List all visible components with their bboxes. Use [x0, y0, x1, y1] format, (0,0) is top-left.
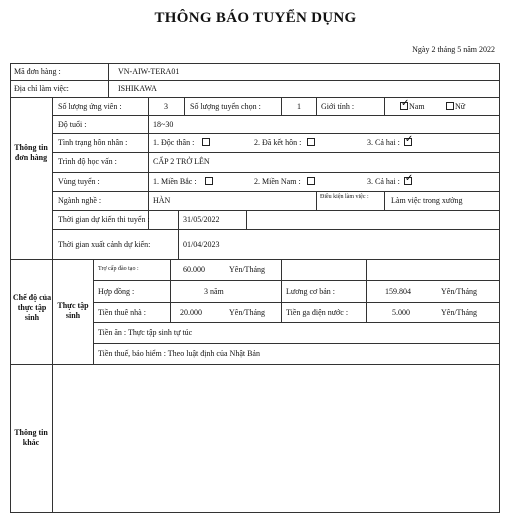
- exam-date-label: Thời gian dự kiến thi tuyển :: [58, 215, 150, 224]
- selected-value: 1: [297, 102, 301, 111]
- exam-date-value: 31/05/2022: [183, 215, 220, 224]
- region-both-checkbox[interactable]: [404, 177, 412, 185]
- region-south-option[interactable]: [254, 177, 315, 187]
- training-allowance-value: 60.000: [183, 265, 205, 274]
- rent-value: 20.000: [180, 308, 202, 317]
- section-trainee: Thực tập sinh: [57, 301, 89, 320]
- region-both-label: 3. Cả hai :: [367, 177, 400, 186]
- male-label: Nam: [409, 102, 425, 111]
- job-value: HÀN: [153, 196, 171, 205]
- age-label: Độ tuổi :: [58, 120, 87, 129]
- gender-male-option[interactable]: [400, 102, 425, 112]
- utilities-value: 5.000: [392, 308, 410, 317]
- marital-single-label: 1. Độc thân :: [153, 138, 195, 147]
- marital-label: Tình trạng hôn nhân :: [58, 138, 128, 147]
- training-allowance-label: Trợ cấp đào tạo :: [98, 266, 139, 272]
- base-salary-unit: Yên/Tháng: [441, 287, 477, 296]
- female-label: Nữ: [455, 102, 466, 111]
- marital-single-checkbox[interactable]: [202, 138, 210, 146]
- rent-label: Tiền thuê nhà :: [98, 308, 146, 317]
- page-title: THÔNG BÁO TUYỂN DỤNG: [154, 10, 357, 26]
- work-address-label: Địa chỉ làm việc:: [14, 84, 69, 93]
- female-checkbox[interactable]: [446, 102, 454, 110]
- marital-single-option[interactable]: [153, 138, 210, 148]
- marital-both-checkbox[interactable]: [404, 138, 412, 146]
- work-condition-label: Điều kiện làm việc :: [320, 194, 369, 200]
- marital-married-label: 2. Đã kết hôn :: [254, 138, 302, 147]
- age-value: 18~30: [153, 120, 174, 129]
- section-benefits: Chế độ của thực tập sinh: [12, 293, 52, 322]
- contract-label: Hợp đồng :: [98, 287, 135, 296]
- marital-married-option[interactable]: [254, 138, 315, 148]
- education-label: Trình độ học vấn :: [58, 157, 117, 166]
- base-salary-value: 159.804: [385, 287, 411, 296]
- utilities-label: Tiền ga điện nước :: [286, 308, 349, 317]
- male-checkbox[interactable]: [400, 102, 408, 110]
- region-north-option[interactable]: [153, 177, 213, 187]
- applicants-label: Số lượng ứng viên :: [58, 102, 122, 111]
- applicants-value: 3: [164, 102, 168, 111]
- tax-note: Tiền thuế, bảo hiểm : Theo luật định của Nhật Bản: [98, 349, 260, 358]
- work-condition-value: Làm việc trong xưởng: [391, 196, 463, 205]
- order-code-label: Mã đơn hàng :: [14, 67, 61, 76]
- departure-date-value: 01/04/2023: [183, 240, 220, 249]
- other-info-area[interactable]: [53, 365, 499, 512]
- education-value: CẤP 2 TRỞ LÊN: [153, 157, 210, 166]
- job-label: Ngành nghề :: [58, 196, 102, 205]
- region-label: Vùng tuyển :: [58, 177, 100, 186]
- gender-female-option[interactable]: [446, 102, 465, 112]
- utilities-unit: Yên/Tháng: [441, 308, 477, 317]
- departure-date-label: Thời gian xuất cảnh dự kiến:: [58, 240, 151, 249]
- marital-both-option[interactable]: [367, 138, 412, 148]
- section-other: Thông tin khác: [14, 428, 48, 447]
- marital-both-label: 3. Cả hai :: [367, 138, 400, 147]
- training-allowance-unit: Yên/Tháng: [229, 265, 265, 274]
- meals-note: Tiền ăn : Thực tập sinh tự túc: [98, 328, 193, 337]
- order-code-value: VN-AIW-TERA01: [118, 67, 180, 76]
- region-both-option[interactable]: [367, 177, 412, 187]
- region-south-checkbox[interactable]: [307, 177, 315, 185]
- contract-value: 3 năm: [204, 287, 224, 296]
- selected-label: Số lượng tuyển chọn :: [190, 102, 261, 111]
- rent-unit: Yên/Tháng: [229, 308, 265, 317]
- base-salary-label: Lương cơ bản :: [286, 287, 336, 296]
- region-north-checkbox[interactable]: [205, 177, 213, 185]
- marital-married-checkbox[interactable]: [307, 138, 315, 146]
- issue-date: Ngày 2 tháng 5 năm 2022: [412, 45, 495, 54]
- work-address-value: ISHIKAWA: [118, 84, 157, 93]
- section-order-info: Thông tin đơn hàng: [14, 143, 48, 162]
- gender-label: Giới tính :: [321, 102, 355, 111]
- region-north-label: 1. Miền Bắc :: [153, 177, 197, 186]
- region-south-label: 2. Miền Nam :: [254, 177, 301, 186]
